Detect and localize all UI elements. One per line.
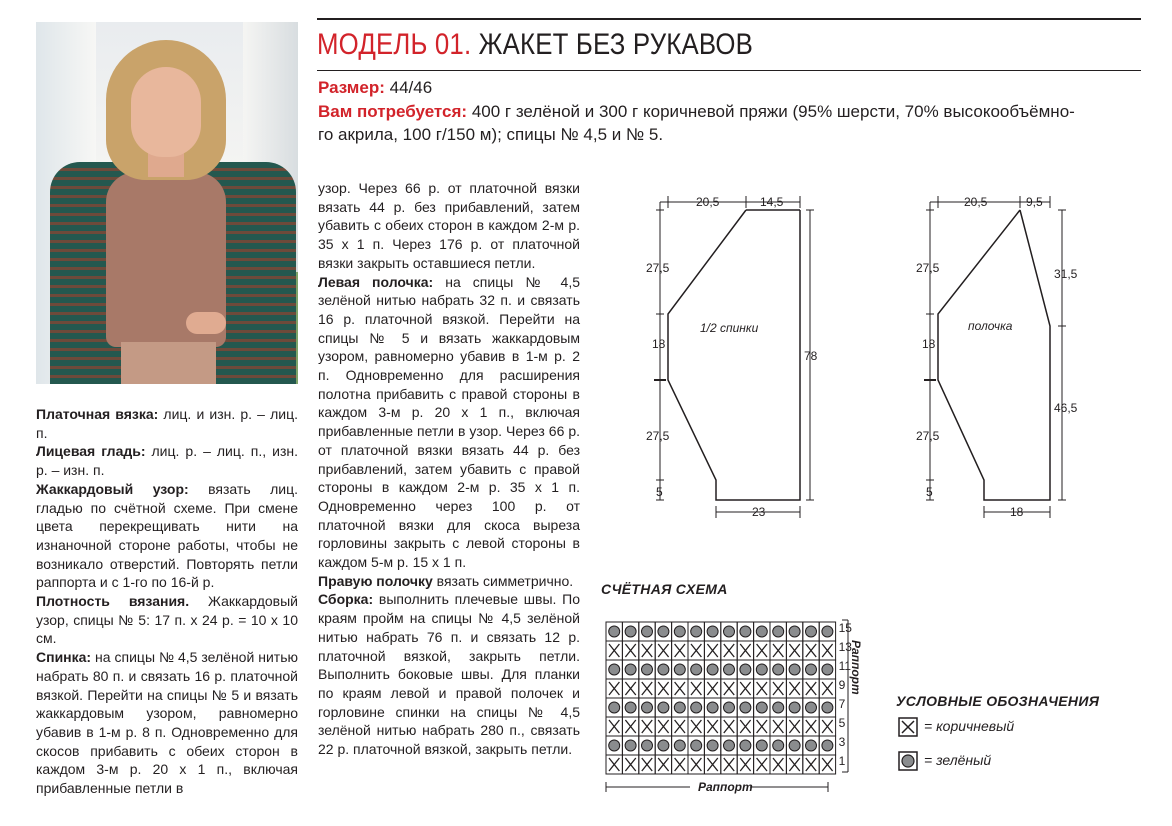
chart-cell-brown — [786, 679, 802, 698]
chart-cell-brown — [819, 679, 835, 698]
chart-cell-green — [622, 622, 638, 641]
paragraph-jacquard: Жаккардовый узор: вязать лиц. гладью по счётной схеме. При смене цвета перекрещивать нити на изнаночной стороне работы, чтобы не возникало отверстий. Повторять петли раппорта и с 1-го по 16-й р. — [36, 480, 298, 591]
model-name: ЖАКЕТ БЕЗ РУКАВОВ — [478, 28, 754, 61]
chart-cell-brown — [639, 679, 655, 698]
paragraph-left-front: Левая полочка: на спицы № 4,5 зелёной нитью набрать 32 п. и связать 16 р. платочной вязкой. Перейти на спицы № 5 и вязать жаккардовым узором, равномерно убавив в 1-м р. 2 п. Одновременно для расширения полотна прибавить с правой стороны в каждом 3-м р. 20 х 1 п., включая прибавленные петли в узор. Через 66 р. от платочной вязки вязать 44 р. без прибавлений, затем убавить с правой стороны в каждом 2-м р. 35 х 1 п. Одновременно через 100 р. от платочной вязки для скоса выреза горловины закрыть с левой стороны в каждом 5-м р. 15 х 1 п. — [318, 273, 580, 571]
chart-cell-brown — [803, 755, 819, 774]
chart-cell-green — [803, 736, 819, 755]
chart-cell-green — [721, 660, 737, 679]
chart-cell-green — [639, 622, 655, 641]
chart-cell-brown — [737, 641, 753, 660]
chart-cell-green — [754, 698, 770, 717]
chart-row-number: 1 — [838, 754, 846, 768]
chart-cell-brown — [606, 679, 622, 698]
chart-cell-brown — [721, 755, 737, 774]
chart-cell-green — [655, 698, 671, 717]
chart-cell-brown — [639, 755, 655, 774]
chart-cell-brown — [770, 641, 786, 660]
chart-cell-brown — [606, 641, 622, 660]
legend-heading: УСЛОВНЫЕ ОБОЗНАЧЕНИЯ — [896, 693, 1100, 709]
chart-cell-green — [639, 660, 655, 679]
chart-cell-brown — [639, 641, 655, 660]
size-line: Размер: 44/46 — [318, 78, 433, 97]
chart-cell-green — [770, 660, 786, 679]
back-outline — [668, 210, 800, 500]
chart-cell-green — [721, 622, 737, 641]
chart-cell-green — [688, 660, 704, 679]
chart-cell-green — [819, 622, 835, 641]
front-left-hem: 5 — [926, 485, 933, 499]
cross-icon — [898, 717, 918, 737]
model-photo — [36, 22, 298, 384]
chart-cell-brown — [737, 717, 753, 736]
model-number: МОДЕЛЬ 01. — [317, 28, 472, 61]
chart-row-number: 5 — [838, 716, 846, 730]
chart-cell-green — [737, 698, 753, 717]
chart-cell-green — [672, 622, 688, 641]
paragraph-garter: Платочная вязка: лиц. и изн. р. – лиц. п. — [36, 406, 298, 441]
front-left-top: 27,5 — [916, 261, 940, 275]
back-bottom: 23 — [752, 505, 766, 519]
chart-cell-green — [672, 698, 688, 717]
front-piece-label: полочка — [968, 319, 1013, 333]
title-bar — [317, 18, 1141, 71]
chart-cell-green — [819, 660, 835, 679]
chart-cell-brown — [721, 641, 737, 660]
chart-cell-green — [688, 736, 704, 755]
chart-cell-brown — [704, 641, 720, 660]
chart-cell-brown — [803, 717, 819, 736]
back-left-hem: 5 — [656, 485, 663, 499]
paragraph-back: Спинка: на спицы № 4,5 зелёной нитью набрать 80 п. и связать 16 р. платочной вязкой. Перейти на спицы № 5 и вязать жаккардовым узором, равномерно убавив в 1-м р. 8 п. Одновременно для скосов прибавить с обеих сторон в каждом 3-м р. 20 х 1 п., включая прибавленные петли в — [36, 649, 298, 797]
counting-chart — [600, 616, 870, 796]
chart-cell-brown — [622, 755, 638, 774]
chart-cell-brown — [655, 679, 671, 698]
chart-cell-brown — [672, 717, 688, 736]
chart-cell-brown — [672, 679, 688, 698]
chart-cell-brown — [803, 679, 819, 698]
chart-cell-green — [737, 736, 753, 755]
back-top-right: 14,5 — [760, 195, 784, 209]
chart-cell-brown — [639, 717, 655, 736]
chart-cell-green — [786, 736, 802, 755]
chart-cell-brown — [819, 755, 835, 774]
chart-cell-green — [770, 622, 786, 641]
legend-green — [898, 751, 1118, 771]
chart-cell-brown — [622, 679, 638, 698]
chart-cell-brown — [770, 679, 786, 698]
chart-cell-brown — [688, 755, 704, 774]
chart-cell-green — [655, 622, 671, 641]
paragraph-assembly: Сборка: выполнить плечевые швы. По краям пройм на спицы № 4,5 зелёной нитью набрать 76 п. и связать 12 р. платочной вязкой, закрыть петли. Выполнить боковые швы. Для планки по краям левой и правой полочек и горловине спинки на спицы № 4,5 зелёной нитью набрать 280 п., связать 22 р. платочной вязкой, закрыть петли. — [318, 591, 580, 758]
chart-cell-green — [672, 660, 688, 679]
chart-cell-green — [803, 660, 819, 679]
front-right-top: 31,5 — [1054, 267, 1078, 281]
chart-cell-brown — [819, 717, 835, 736]
chart-cell-brown — [754, 679, 770, 698]
left-text-column — [36, 405, 298, 798]
chart-cell-brown — [737, 679, 753, 698]
chart-cell-brown — [721, 717, 737, 736]
chart-cell-brown — [754, 641, 770, 660]
chart-cell-brown — [672, 755, 688, 774]
chart-cell-brown — [606, 755, 622, 774]
dot-icon — [898, 751, 918, 771]
rapport-horizontal-label: Раппорт — [698, 780, 753, 794]
chart-cell-green — [819, 736, 835, 755]
chart-cell-green — [606, 736, 622, 755]
chart-cell-green — [803, 622, 819, 641]
legend-green-label: = зелёный — [924, 752, 992, 768]
chart-cell-brown — [655, 717, 671, 736]
paragraph-right-front: Правую полочку вязать симметрично. — [318, 572, 574, 589]
chart-cell-green — [704, 698, 720, 717]
chart-cell-green — [606, 698, 622, 717]
pattern-diagrams — [600, 180, 1160, 525]
chart-cell-green — [754, 622, 770, 641]
back-right: 78 — [804, 349, 818, 363]
front-left-mid: 18 — [922, 337, 936, 351]
chart-cell-green — [737, 660, 753, 679]
chart-cell-green — [754, 660, 770, 679]
legend-brown — [898, 717, 1118, 737]
front-outline — [938, 210, 1050, 500]
chart-cell-brown — [704, 717, 720, 736]
chart-cell-green — [786, 622, 802, 641]
chart-cell-green — [622, 660, 638, 679]
paragraph-back-cont: узор. Через 66 р. от платочной вязки вязать 44 р. без прибавлений, затем убавить с обеих сторон в каждом 2-м р. 35 х 1 п. Через 176 р. от платочной вязки закрыть оставшиеся петли. — [318, 180, 580, 271]
chart-cell-brown — [803, 641, 819, 660]
chart-cell-brown — [704, 679, 720, 698]
front-right-bot: 46,5 — [1054, 401, 1078, 415]
front-top-right: 9,5 — [1026, 195, 1043, 209]
chart-cell-brown — [770, 717, 786, 736]
chart-cell-green — [770, 736, 786, 755]
chart-row-number: 3 — [838, 735, 846, 749]
chart-cell-brown — [672, 641, 688, 660]
chart-cell-green — [770, 698, 786, 717]
chart-cell-green — [721, 698, 737, 717]
back-piece-label: 1/2 спинки — [700, 321, 759, 335]
chart-row-number: 15 — [838, 621, 852, 635]
chart-cell-brown — [655, 755, 671, 774]
chart-cell-green — [672, 736, 688, 755]
chart-cell-green — [704, 622, 720, 641]
chart-cell-green — [803, 698, 819, 717]
chart-cell-green — [819, 698, 835, 717]
rapport-vertical-label: Раппорт — [849, 640, 863, 695]
chart-cell-green — [688, 698, 704, 717]
legend-brown-label: = коричневый — [924, 718, 1015, 734]
chart-cell-brown — [606, 717, 622, 736]
chart-cell-green — [721, 736, 737, 755]
chart-cell-green — [737, 622, 753, 641]
chart-cell-brown — [819, 641, 835, 660]
chart-cell-brown — [754, 755, 770, 774]
back-left-top: 27,5 — [646, 261, 670, 275]
chart-cell-brown — [737, 755, 753, 774]
chart-cell-green — [786, 698, 802, 717]
back-left-bot: 27,5 — [646, 429, 670, 443]
chart-cell-brown — [655, 641, 671, 660]
chart-cell-green — [754, 736, 770, 755]
materials-line: Вам потребуется: 400 г зелёной и 300 г коричневой пряжи (95% шерсти, 70% высокообъёмно- — [318, 102, 1075, 121]
front-bottom: 18 — [1010, 505, 1024, 519]
chart-row-number: 9 — [838, 678, 846, 692]
chart-row-number: 7 — [838, 697, 846, 711]
chart-cell-brown — [704, 755, 720, 774]
paragraph-stockinette: Лицевая гладь: лиц. р. – лиц. п., изн. р. – изн. п. — [36, 443, 298, 479]
chart-row-number: 11 — [838, 659, 852, 673]
paragraph-gauge: Плотность вязания. Жаккардовый узор, спицы № 5: 17 п. х 24 р. = 10 х 10 см. — [36, 593, 298, 647]
chart-cell-green — [639, 698, 655, 717]
chart-cell-green — [704, 660, 720, 679]
page-title — [317, 28, 753, 62]
back-top-left: 20,5 — [696, 195, 720, 209]
chart-cell-green — [606, 622, 622, 641]
chart-cell-brown — [786, 717, 802, 736]
chart-cell-brown — [754, 717, 770, 736]
chart-row-number: 13 — [838, 640, 852, 654]
chart-cell-brown — [688, 641, 704, 660]
chart-cell-green — [655, 736, 671, 755]
chart-cell-green — [622, 698, 638, 717]
chart-cell-green — [786, 660, 802, 679]
materials-line-2: го акрила, 100 г/150 м); спицы № 4,5 и № 5. — [318, 125, 664, 144]
chart-cell-brown — [786, 641, 802, 660]
chart-cell-brown — [688, 679, 704, 698]
chart-cell-green — [688, 622, 704, 641]
chart-cell-green — [606, 660, 622, 679]
chart-cell-green — [704, 736, 720, 755]
middle-text-column — [318, 179, 580, 759]
chart-cell-green — [655, 660, 671, 679]
chart-cell-brown — [770, 755, 786, 774]
chart-cell-green — [622, 736, 638, 755]
chart-cell-brown — [622, 641, 638, 660]
front-left-bot: 27,5 — [916, 429, 940, 443]
chart-cell-brown — [688, 717, 704, 736]
front-top-left: 20,5 — [964, 195, 988, 209]
back-left-mid: 18 — [652, 337, 666, 351]
chart-cell-green — [639, 736, 655, 755]
chart-cell-brown — [786, 755, 802, 774]
chart-cell-brown — [622, 717, 638, 736]
schema-heading: СЧЁТНАЯ СХЕМА — [601, 581, 728, 597]
chart-cell-brown — [721, 679, 737, 698]
